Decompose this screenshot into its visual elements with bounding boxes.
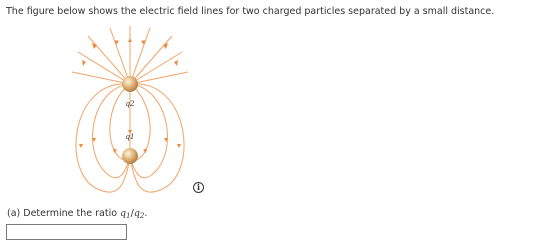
- answer-input[interactable]: [6, 224, 127, 240]
- field-arrow: [177, 144, 181, 148]
- field-lines-figure: [70, 26, 190, 198]
- field-arrow: [79, 144, 83, 148]
- field-line: [110, 28, 130, 84]
- ratio-slash: /: [130, 208, 134, 219]
- charge-q1-label: q1: [125, 133, 135, 141]
- field-line: [76, 84, 130, 192]
- ratio-numerator: $q_1$: [120, 208, 131, 220]
- field-line: [93, 84, 130, 178]
- ratio-denominator: $q_2$: [133, 208, 145, 220]
- field-arrow: [82, 60, 86, 66]
- charge-q1: [122, 148, 138, 164]
- field-line: [110, 84, 130, 160]
- field-line: [130, 84, 184, 192]
- problem-prompt: The figure below shows the electric field lines for two charged particles separated by a small distance.: [6, 6, 495, 17]
- field-line: [130, 28, 150, 84]
- field-line: [130, 84, 167, 178]
- charge-q2: [122, 76, 138, 92]
- field-line: [130, 52, 182, 84]
- info-icon[interactable]: i: [193, 182, 204, 193]
- field-arrow: [174, 60, 178, 66]
- field-line: [78, 52, 130, 84]
- question-a: (a) Determine the ratio $q_1/q_2$.: [7, 208, 148, 220]
- charge-q2-label: q2: [125, 100, 135, 108]
- field-arrow: [128, 38, 132, 42]
- field-line: [130, 84, 150, 160]
- question-part-label: (a) Determine the ratio: [7, 208, 118, 219]
